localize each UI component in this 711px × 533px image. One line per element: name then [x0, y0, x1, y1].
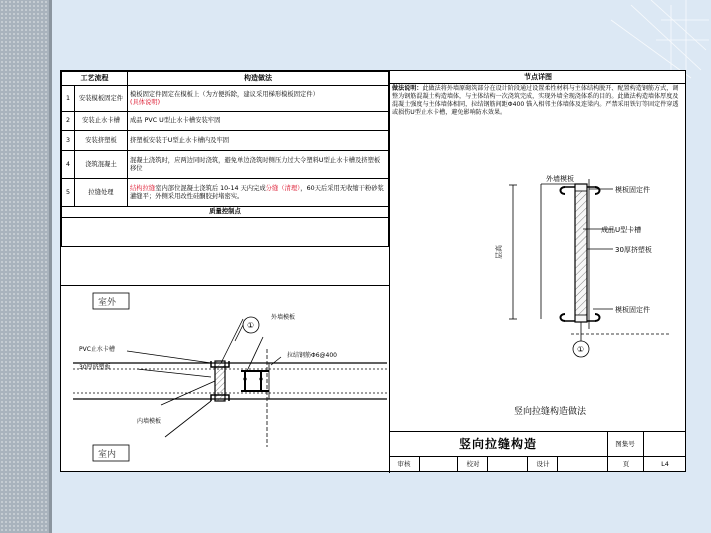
qc-title: 质量控制点	[62, 207, 389, 218]
divider	[61, 285, 389, 286]
row-method: 混凝土浇筑时，应两边同时浇筑，避免单边浇筑时侧压力过大令塑料U型止水卡槽及挤塑板移位	[128, 151, 389, 179]
row-method	[128, 179, 389, 207]
table-row	[62, 131, 389, 151]
design-label: 设计	[527, 457, 558, 471]
detail-header: 节点详图	[389, 71, 686, 84]
row-number: 3	[62, 131, 75, 151]
label-xps: 30厚挤塑板	[615, 246, 652, 254]
label-xps: 30厚挤塑板	[79, 364, 111, 371]
label-exterior-panel: 外墙模板	[546, 175, 574, 183]
label-wall-panel: 外墙模板	[271, 314, 296, 321]
red-text: 分缝（清理）	[265, 184, 301, 192]
label-indoor: 室内	[98, 450, 117, 460]
method-note-text: 此做法将外墙原砌筑部分在设计阶段通过设置柔性材料与主体结构脱开、配置构造钢筋方式，调整为钢筋混凝土构造墙体，与主体结构一次浇筑完成，实现外墙全现浇体系的目的。此做法构造墙体厚度及混凝土强度与主体墙体相同，拉结钢筋间距Φ400 锚入相邻主体墙体及连梁内。严禁采用铁钉等固定件穿透或损伤U型止水卡槽，避免影响防水效果。	[392, 85, 679, 117]
method-note	[392, 85, 682, 117]
row-method-text: 模板固定件固定在模板上（为方便拆除，建议采用梯形模板固定件）	[130, 90, 319, 98]
row-number: 4	[62, 151, 75, 179]
label-height: 层高	[495, 245, 503, 259]
qc-content	[62, 218, 389, 247]
title-block	[389, 431, 685, 472]
plan-detail	[65, 287, 387, 471]
review-label: 审核	[397, 460, 411, 468]
row-method: 成品 PVC U型止水卡槽安装牢固	[128, 112, 389, 131]
method-header: 构造做法	[128, 72, 389, 86]
circle-mark: ①	[577, 345, 585, 354]
drawing-sheet	[60, 70, 686, 472]
label-formwork-fixer-2: 模板固定件	[615, 306, 650, 314]
review-value	[419, 457, 458, 471]
flow-header: 工艺流程	[62, 72, 128, 86]
page-value: L4	[643, 457, 686, 471]
check-value	[487, 457, 528, 471]
row-method-note: (具体说明)	[130, 98, 161, 106]
label-u-slot: 成品U型卡槽	[601, 226, 642, 234]
method-note-label: 做法说明：	[392, 85, 423, 92]
label-inner-panel: 内墙模板	[137, 418, 162, 425]
row-step: 安装挤塑板	[75, 131, 128, 151]
drawing-caption: 竖向拉缝构造做法	[513, 407, 586, 417]
row-number: 2	[62, 112, 75, 131]
process-table	[61, 71, 389, 247]
table-row	[62, 86, 389, 112]
red-text: 结构拉缝	[130, 184, 156, 192]
decorative-corner-graphic	[591, 0, 711, 80]
row-number: 1	[62, 86, 75, 112]
label-tie-rebar: 拉结钢筋Φ6@400	[287, 352, 337, 359]
row-method-text: 室内部位混凝土浇筑后 10-14 天内完成	[155, 184, 266, 192]
row-method-text: ，60天后采用无收缩干粉砂浆灌缝平；外侧采用改性硅酮胶封堵密实。	[130, 184, 384, 200]
row-number: 5	[62, 179, 75, 207]
divider	[389, 71, 390, 473]
signature-row	[389, 457, 685, 471]
table-row	[62, 151, 389, 179]
drawing-title: 竖向拉缝构造	[389, 432, 608, 457]
row-step: 浇筑混凝土	[75, 151, 128, 179]
label-formwork-fixer: 模板固定件	[615, 186, 650, 194]
row-method	[128, 86, 389, 112]
row-step: 安装止水卡槽	[75, 112, 128, 131]
check-label: 校对	[457, 457, 488, 471]
row-step: 安装模板固定件	[75, 86, 128, 112]
label-outdoor: 室外	[98, 298, 117, 308]
section-mark: ①	[247, 321, 255, 330]
atlas-value	[643, 432, 685, 457]
decorative-left-strip	[0, 0, 52, 533]
row-step: 拉缝处理	[75, 179, 128, 207]
label-pvc-slot: PVC止水卡槽	[79, 346, 115, 353]
page-label: 页	[607, 457, 644, 471]
atlas-label: 图集号	[607, 432, 644, 457]
row-method: 挤塑板安装于U型止水卡槽内及牢固	[128, 131, 389, 151]
table-row	[62, 112, 389, 131]
design-value	[557, 457, 608, 471]
table-row	[62, 179, 389, 207]
elevation-detail	[441, 169, 671, 379]
